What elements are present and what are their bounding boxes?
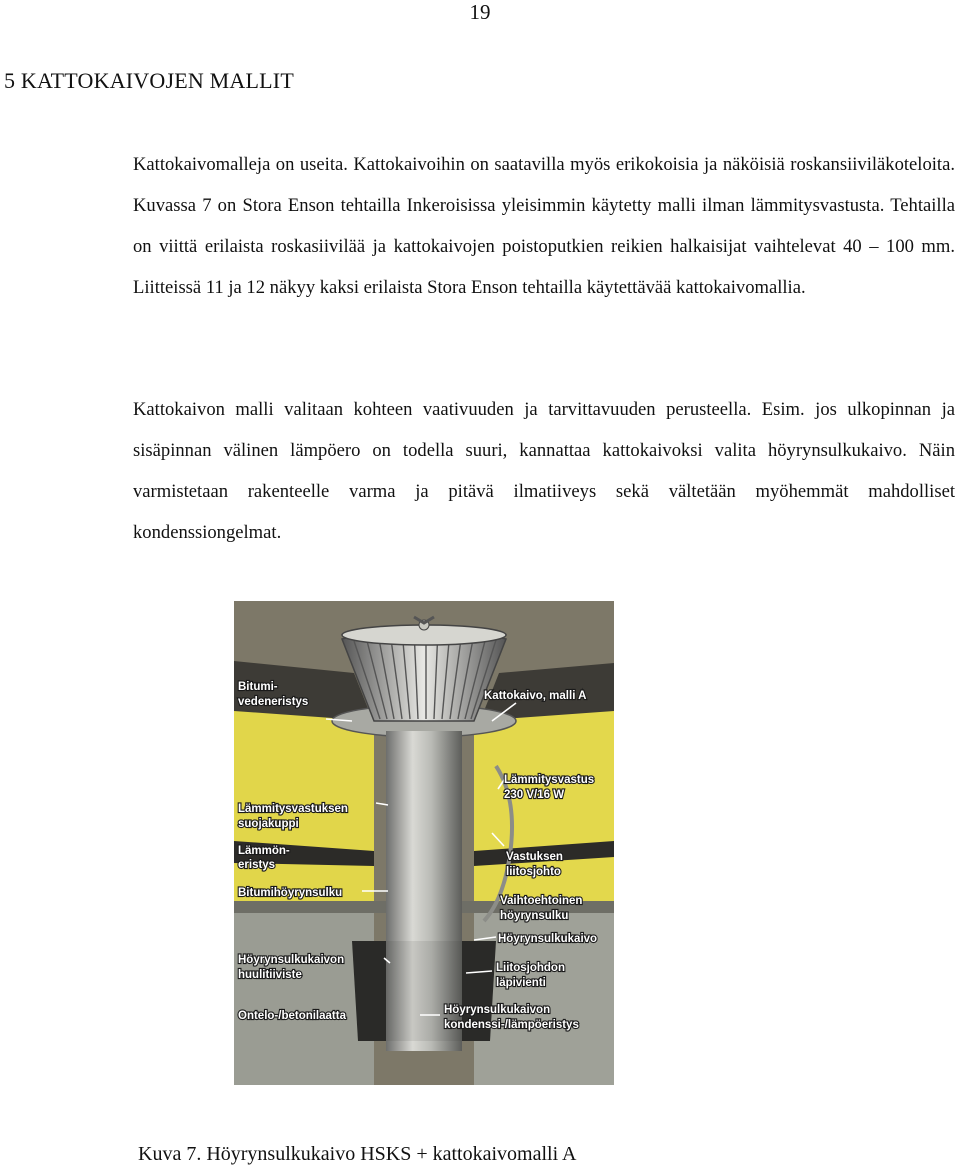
label-kondenssi-2: kondenssi-/lämpöeristys [444,1019,579,1031]
label-bitumihoyrynsulku: Bitumihöyrynsulku [238,887,343,899]
paragraph-models: Kattokaivomalleja on useita. Kattokaivoihin on saatavilla myös erikokoisia ja näköisiä roskansiiviläkoteloita. Kuvassa 7 on Stora Enson tehtailla Inkeroisissa yleisimmin käytetty malli ilman lämmitysvastusta. Tehtailla on viittä erilaista roskasiivilää ja kattokaivojen poistoputkien reikien halkaisijat vaihtelevat 40 – 100 mm. Liitteissä 11 ja 12 näkyy kaksi erilaista Stora Enson tehtailla käytettävää kattokaivomallia. [133,154,955,298]
page-number: 19 [469,0,491,24]
label-suojakuppi-2: suojakuppi [238,818,299,830]
figure-caption: Kuva 7. Höyrynsulkukaivo HSKS + kattokaivomalli A [138,1143,577,1165]
label-huulitiiviste-2: huulitiiviste [238,969,302,981]
label-liitosjohdon-2: läpivienti [496,977,546,989]
label-lammoneristys-2: eristys [238,859,276,871]
paragraph-selection: Kattokaivon malli valitaan kohteen vaativuuden ja tarvittavuuden perusteella. Esim. jos ulkopinnan ja sisäpinnan välinen lämpöero on todella suuri, kannattaa kattokaivoksi valita höyrynsulkukaivo. Näin varmistetaan rakenteelle varma ja pitävä ilmatiiveys sekä vältetään myöhemmät mahdolliset kondenssiongelmat. [133,399,955,543]
label-bitumi-1: Bitumi- [238,681,278,693]
slab-right [474,901,614,1085]
label-liitosjohdon-1: Liitosjohdon [496,962,565,974]
insulation-right [474,711,614,921]
slab-left [234,901,374,1085]
label-lammoneristys-1: Lämmön- [238,845,290,857]
label-kattokaivo: Kattokaivo, malli A [484,690,587,702]
label-suojakuppi-1: Lämmitysvastuksen [238,803,348,815]
label-lammitysvastus-1: Lämmitysvastus [504,774,595,786]
label-kondenssi-1: Höyrynsulkukaivon [444,1004,551,1016]
label-lammitysvastus-2: 230 V/16 W [504,789,565,801]
section-heading: 5 KATTOKAIVOJEN MALLIT [4,68,294,93]
roof-drain-illustration [234,601,614,1085]
label-vastuksen-1: Vastuksen [506,851,563,863]
roof-drain-figure [234,601,614,1085]
label-vastuksen-2: liitosjohto [506,866,561,878]
label-vaihtoehtoinen-1: Vaihtoehtoinen [500,895,583,907]
label-ontelo: Ontelo-/betonilaatta [238,1010,346,1022]
label-huulitiiviste-1: Höyrynsulkukaivon [238,954,345,966]
label-vaihtoehtoinen-2: höyrynsulku [500,910,569,922]
label-bitumi-2: vedeneristys [238,696,309,708]
label-hoyrynsulkukaivo: Höyrynsulkukaivo [498,933,598,945]
